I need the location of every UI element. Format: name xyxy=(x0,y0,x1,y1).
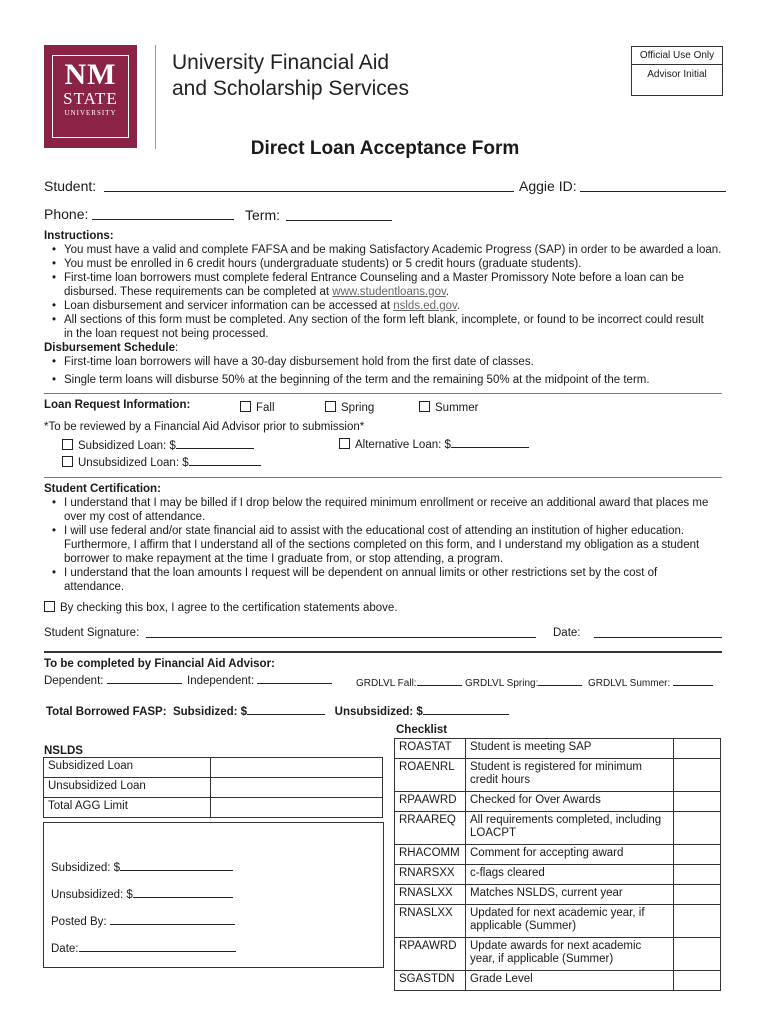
instructions-section xyxy=(44,229,734,387)
aggie-id-label: Aggie ID: xyxy=(519,178,577,194)
grdlvl-fall-field[interactable] xyxy=(417,675,462,686)
nslds-posted-by-row xyxy=(51,914,235,929)
grdlvl-fall-label: GRDLVL Fall: xyxy=(356,678,417,689)
spring-checkbox[interactable] xyxy=(325,401,374,415)
signature-field[interactable] xyxy=(146,637,536,638)
instructions-heading: Instructions: xyxy=(44,230,114,242)
nslds-date-field[interactable] xyxy=(79,941,236,952)
nslds-date-row xyxy=(51,941,236,956)
total-borrowed-label: Total Borrowed FASP: xyxy=(46,706,167,718)
instruction-text: All sections of this form must be completed. Any section of the form left blank, incomplete, or found to be incorrect could result xyxy=(64,314,704,326)
checklist-desc: Comment for accepting award xyxy=(466,845,674,865)
table-row xyxy=(395,865,721,885)
dependent-field[interactable] xyxy=(107,673,182,684)
grdlvl-summer-field[interactable] xyxy=(673,675,713,686)
grdlvl-fall-row xyxy=(356,675,462,689)
certification-text: attendance. xyxy=(64,581,125,593)
grdlvl-spring-label: GRDLVL Spring: xyxy=(465,678,539,689)
grdlvl-summer-label: GRDLVL Summer: xyxy=(588,678,671,689)
checklist-check-cell[interactable] xyxy=(674,865,721,885)
checklist-desc: Grade Level xyxy=(466,971,674,991)
independent-label: Independent: xyxy=(187,675,255,687)
agree-checkbox[interactable] xyxy=(44,601,398,615)
table-row xyxy=(395,845,721,865)
nslds-value-cell[interactable] xyxy=(211,778,383,798)
checkbox-icon xyxy=(339,438,350,449)
certification-item xyxy=(44,524,734,566)
instruction-item: • You must be enrolled in 6 credit hours (undergraduate students) or 5 credit hours (graduate students). xyxy=(44,257,734,271)
certification-text: Furthermore, I affirm that I understand all of the sections completed on this form, and I understand my obligation as a student xyxy=(64,539,700,551)
header-divider xyxy=(155,45,156,149)
loan-request-heading: Loan Request Information: xyxy=(44,399,191,411)
phone-field[interactable] xyxy=(92,219,234,220)
checklist-desc: Student is registered for minimum credit hours xyxy=(466,759,674,792)
advisor-initial-field[interactable]: Advisor Initial xyxy=(647,69,707,80)
org-line-1: University Financial Aid xyxy=(172,51,390,74)
disbursement-heading-text: Disbursement Schedule xyxy=(44,342,176,354)
instruction-item xyxy=(44,313,734,341)
term-field[interactable] xyxy=(286,220,392,221)
nslds-row-label: Subsidized Loan xyxy=(44,758,211,778)
certification-text: I will use federal and/or state financial aid to assist with the educational cost of attending an institution of higher education. xyxy=(64,525,685,537)
nslds-subsidized-label: Subsidized: $ xyxy=(51,862,121,874)
total-unsubsidized-field[interactable] xyxy=(423,704,509,715)
fall-checkbox[interactable] xyxy=(240,401,275,415)
grdlvl-summer-row xyxy=(588,675,713,689)
checklist-code: RRAAREQ xyxy=(395,812,466,845)
nslds-value-cell[interactable] xyxy=(211,758,383,778)
certification-text: I understand that I may be billed if I drop below the required minimum enrollment or receive an additional award that places me xyxy=(64,497,709,509)
table-row xyxy=(44,758,383,778)
advisor-heading: To be completed by Financial Aid Advisor: xyxy=(44,658,275,670)
studentloans-link[interactable]: www.studentloans.gov xyxy=(332,286,446,298)
org-line-2: and Scholarship Services xyxy=(172,77,409,100)
nslds-subsidized-row xyxy=(51,860,233,875)
checklist-check-cell[interactable] xyxy=(674,739,721,759)
checklist-code: ROAENRL xyxy=(395,759,466,792)
checklist-code: RPAAWRD xyxy=(395,938,466,971)
total-subsidized-field[interactable] xyxy=(247,704,325,715)
alternative-loan-label: Alternative Loan: $ xyxy=(355,439,451,451)
student-field[interactable] xyxy=(104,191,514,192)
checklist-check-cell[interactable] xyxy=(674,905,721,938)
checklist-table xyxy=(394,738,721,991)
table-row xyxy=(395,739,721,759)
checklist-check-cell[interactable] xyxy=(674,812,721,845)
grdlvl-spring-field[interactable] xyxy=(538,675,582,686)
nslds-date-label: Date: xyxy=(51,943,79,955)
nslds-table xyxy=(43,757,383,818)
signature-label: Student Signature: xyxy=(44,627,140,639)
checklist-code: RPAAWRD xyxy=(395,792,466,812)
nslds-unsubsidized-row xyxy=(51,887,233,902)
checklist-desc: Update awards for next academic year, if applicable (Summer) xyxy=(466,938,674,971)
divider xyxy=(44,477,722,478)
checklist-check-cell[interactable] xyxy=(674,885,721,905)
table-row xyxy=(395,885,721,905)
logo-nm: NM xyxy=(64,58,117,91)
fall-label: Fall xyxy=(256,402,275,414)
instruction-item: • Loan disbursement and servicer information can be accessed at nslds.ed.gov. xyxy=(44,299,734,313)
instruction-text: in the loan request not being processed. xyxy=(64,328,269,340)
checkbox-icon xyxy=(44,601,55,612)
checklist-code: RHACOMM xyxy=(395,845,466,865)
checklist-code: RNASLXX xyxy=(395,885,466,905)
independent-field[interactable] xyxy=(257,673,332,684)
table-row xyxy=(395,905,721,938)
disbursement-item: • Single term loans will disburse 50% at the beginning of the term and the remaining 50% at the midpoint of the term. xyxy=(44,373,734,387)
subsidized-loan-field[interactable] xyxy=(176,438,254,449)
checklist-desc: c-flags cleared xyxy=(466,865,674,885)
table-row xyxy=(395,812,721,845)
spring-label: Spring xyxy=(341,402,375,414)
nslds-unsubsidized-field[interactable] xyxy=(133,887,233,898)
nslds-row-label: Total AGG Limit xyxy=(44,798,211,818)
nslds-row-label: Unsubsidized Loan xyxy=(44,778,211,798)
unsubsidized-loan-checkbox[interactable] xyxy=(62,455,261,470)
table-row xyxy=(44,798,383,818)
table-row xyxy=(395,938,721,971)
nslds-value-cell[interactable] xyxy=(211,798,383,818)
date-field[interactable] xyxy=(594,637,722,638)
nslds-link[interactable]: nslds.ed.gov xyxy=(393,300,457,312)
nslds-entry-box xyxy=(43,822,384,968)
unsubsidized-loan-label: Unsubsidized Loan: $ xyxy=(78,457,189,469)
official-use-box xyxy=(631,46,723,96)
total-unsubsidized-label: Unsubsidized: $ xyxy=(334,706,423,718)
unsubsidized-loan-field[interactable] xyxy=(189,455,261,466)
total-subsidized-label: Subsidized: $ xyxy=(172,706,248,718)
checklist-desc: Updated for next academic year, if applicable (Summer) xyxy=(466,905,674,938)
subsidized-loan-label: Subsidized Loan: $ xyxy=(78,440,176,452)
dependent-row xyxy=(44,673,182,688)
nslds-heading: NSLDS xyxy=(44,745,83,757)
instruction-text: Loan disbursement and servicer information can be accessed at xyxy=(64,300,391,312)
table-row xyxy=(395,971,721,991)
org-name xyxy=(172,50,409,102)
nslds-posted-by-label: Posted By: xyxy=(51,916,107,928)
disbursement-item: • First-time loan borrowers will have a 30-day disbursement hold from the first date of classes. xyxy=(44,355,734,369)
checklist-check-cell[interactable] xyxy=(674,759,721,792)
checklist-code: ROASTAT xyxy=(395,739,466,759)
checklist-desc: Checked for Over Awards xyxy=(466,792,674,812)
instruction-item: • You must have a valid and complete FAFSA and be making Satisfactory Academic Progress (SAP) in order to be awarded a loan. xyxy=(44,243,734,257)
date-label: Date: xyxy=(553,627,581,639)
independent-row xyxy=(187,673,332,688)
instruction-item: • First-time loan borrowers must complete federal Entrance Counseling and a Master Promissory Note before a loan can be disbursed. These requirements can be completed at www.studentloans.gov. xyxy=(44,271,734,299)
certification-text: over my cost of attendance. xyxy=(64,511,206,523)
checklist-check-cell[interactable] xyxy=(674,845,721,865)
advisor-divider xyxy=(44,651,722,653)
table-row xyxy=(395,759,721,792)
term-label: Term: xyxy=(245,207,280,223)
official-use-header: Official Use Only xyxy=(632,47,722,65)
disbursement-heading: Disbursement Schedule: xyxy=(44,342,179,354)
phone-label: Phone: xyxy=(44,206,89,222)
table-row xyxy=(44,778,383,798)
checkbox-icon xyxy=(325,401,336,412)
certification-text: borrower to make repayment at the time I graduate from, or stop attending, a program. xyxy=(64,553,504,565)
checklist-desc: Student is meeting SAP xyxy=(466,739,674,759)
checklist-check-cell[interactable] xyxy=(674,792,721,812)
certification-item xyxy=(44,496,734,524)
checklist-code: SGASTDN xyxy=(395,971,466,991)
page-title: Direct Loan Acceptance Form xyxy=(250,138,520,159)
instruction-text: disbursed. These requirements can be completed at xyxy=(64,286,330,298)
checklist-code: RNARSXX xyxy=(395,865,466,885)
checklist-desc: Matches NSLDS, current year xyxy=(466,885,674,905)
checkbox-icon xyxy=(62,439,73,450)
checkbox-icon xyxy=(62,456,73,467)
divider xyxy=(44,393,722,394)
checklist-desc: All requirements completed, including LOACPT xyxy=(466,812,674,845)
grdlvl-spring-row xyxy=(465,675,582,689)
nslds-subsidized-field[interactable] xyxy=(120,860,233,871)
checklist-code: RNASLXX xyxy=(395,905,466,938)
checklist-check-cell[interactable] xyxy=(674,938,721,971)
alternative-loan-checkbox[interactable] xyxy=(339,437,529,452)
checklist-check-cell[interactable] xyxy=(674,971,721,991)
logo-state: STATE xyxy=(63,89,118,108)
alternative-loan-field[interactable] xyxy=(451,437,529,448)
summer-label: Summer xyxy=(435,402,479,414)
nslds-unsubsidized-label: Unsubsidized: $ xyxy=(51,889,133,901)
summer-checkbox[interactable] xyxy=(419,401,478,415)
loan-review-note: *To be reviewed by a Financial Aid Advisor prior to submission* xyxy=(44,421,365,433)
nmsu-logo xyxy=(44,45,137,148)
instruction-text: First-time loan borrowers must complete federal Entrance Counseling and a Master Promissory Note before a loan can be xyxy=(64,272,685,284)
certification-section xyxy=(44,482,734,594)
total-borrowed-row xyxy=(46,704,509,719)
checkbox-icon xyxy=(240,401,251,412)
logo-university: UNIVERSITY xyxy=(64,109,117,117)
checkbox-icon xyxy=(419,401,430,412)
certification-heading: Student Certification: xyxy=(44,483,161,495)
subsidized-loan-checkbox[interactable] xyxy=(62,438,254,453)
dependent-label: Dependent: xyxy=(44,675,104,687)
checklist-heading: Checklist xyxy=(396,724,448,736)
certification-item xyxy=(44,566,734,594)
table-row xyxy=(395,792,721,812)
nslds-posted-by-field[interactable] xyxy=(110,914,235,925)
agree-label: By checking this box, I agree to the certification statements above. xyxy=(60,602,398,614)
certification-text: I understand that the loan amounts I request will be dependent on annual limits or other restrictions set by the cost of xyxy=(64,567,658,579)
aggie-id-field[interactable] xyxy=(580,191,726,192)
student-label: Student: xyxy=(44,178,97,194)
